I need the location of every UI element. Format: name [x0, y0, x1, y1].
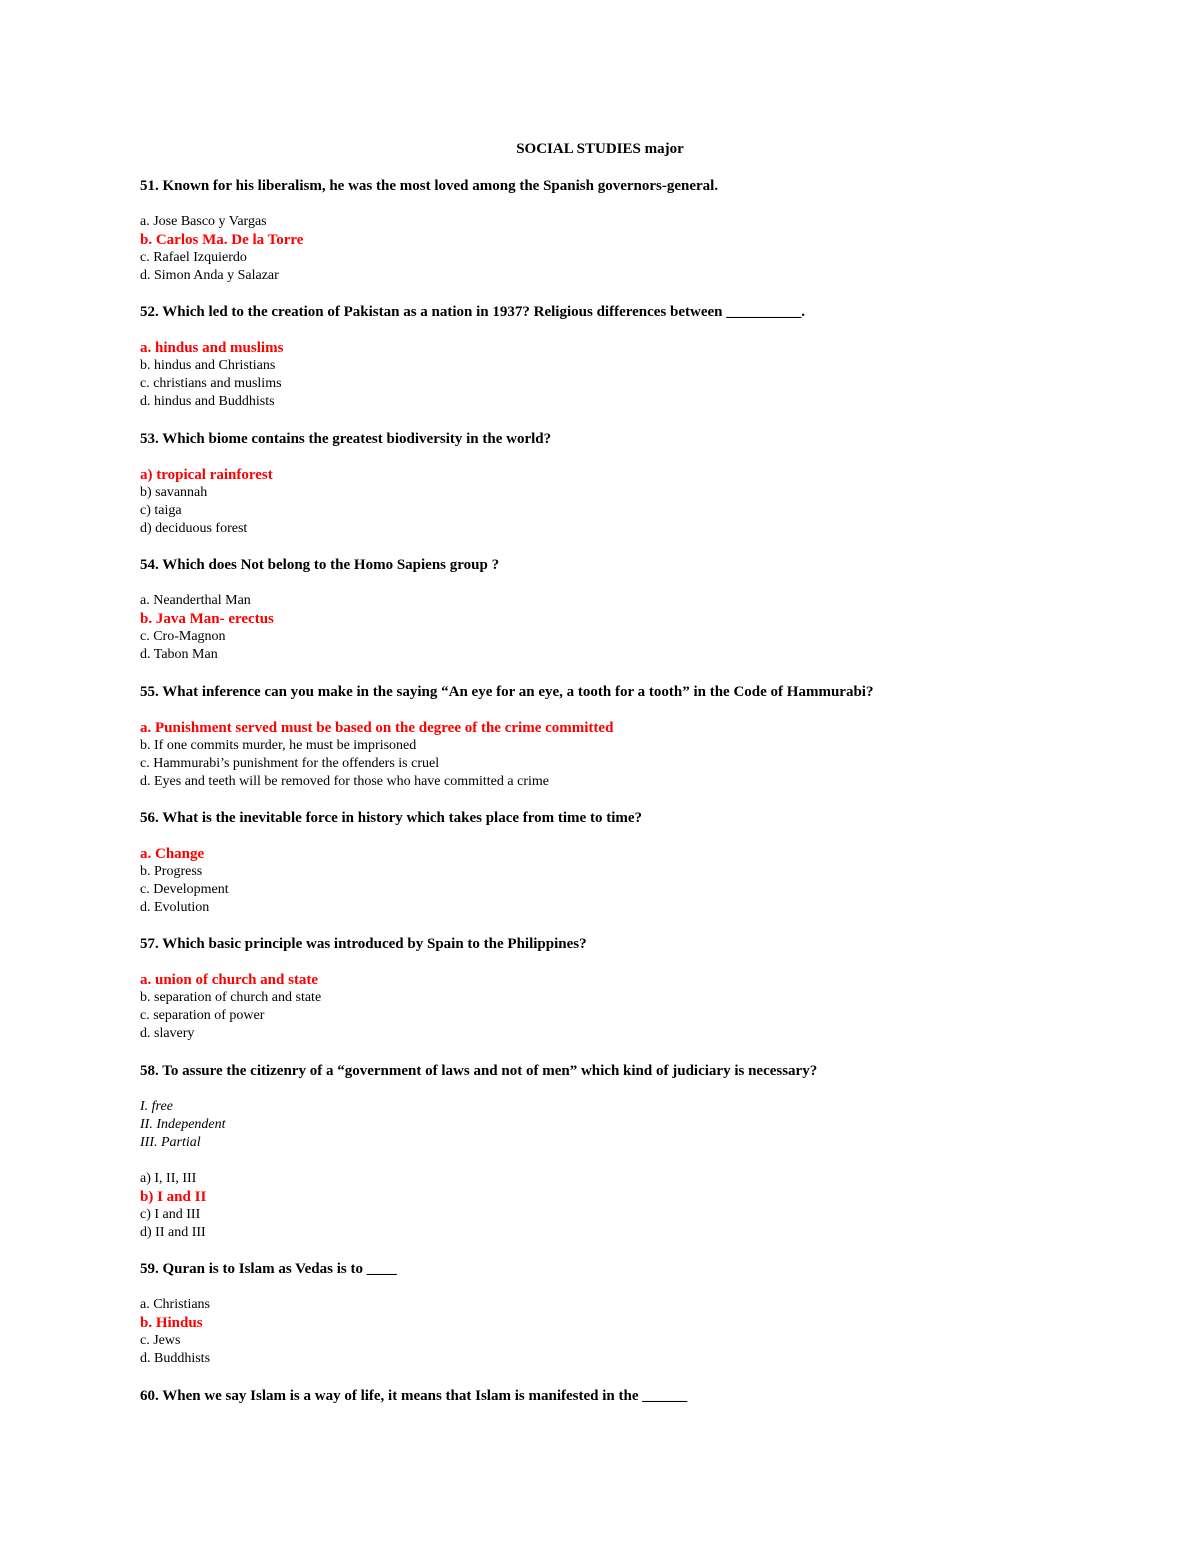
question-54 — [140, 556, 1080, 664]
page-title: SOCIAL STUDIES major — [516, 141, 684, 157]
option-b: b. separation of church and state — [140, 990, 322, 1005]
option-d: d. hindus and Buddhists — [140, 394, 275, 409]
roman-numeral-list — [140, 1098, 1080, 1152]
question-51 — [140, 177, 1080, 285]
question-text: 58. To assure the citizenry of a “government of laws and not of men” which kind of judiciary is necessary? — [140, 1063, 818, 1079]
numeral-item: I. free — [140, 1099, 173, 1114]
question-60 — [140, 1387, 1080, 1405]
option-d: d. Tabon Man — [140, 647, 218, 662]
options-list — [140, 971, 1080, 1043]
option-a-correct: a. union of church and state — [140, 972, 319, 988]
question-52 — [140, 303, 1080, 411]
question-text: 56. What is the inevitable force in history which takes place from time to time? — [140, 810, 643, 826]
question-text: 57. Which basic principle was introduced by Spain to the Philippines? — [140, 936, 587, 952]
option-a: a. Christians — [140, 1297, 210, 1312]
option-d: d. slavery — [140, 1026, 195, 1041]
question-57 — [140, 935, 1080, 1043]
question-text: 59. Quran is to Islam as Vedas is to ____ — [140, 1261, 397, 1277]
question-59 — [140, 1260, 1080, 1368]
option-a: a. Jose Basco y Vargas — [140, 214, 267, 229]
option-c: c. separation of power — [140, 1008, 265, 1023]
option-c: c. Jews — [140, 1333, 181, 1348]
option-a: a. Neanderthal Man — [140, 593, 251, 608]
option-a: a) I, II, III — [140, 1171, 197, 1186]
option-c: c) I and III — [140, 1207, 201, 1222]
question-text: 60. When we say Islam is a way of life, it means that Islam is manifested in the ______ — [140, 1388, 688, 1404]
option-d: d) II and III — [140, 1225, 206, 1240]
option-c: c. Hammurabi’s punishment for the offenders is cruel — [140, 756, 440, 771]
options-list — [140, 845, 1080, 917]
option-b-correct: b. Hindus — [140, 1315, 203, 1331]
option-b-correct: b. Carlos Ma. De la Torre — [140, 232, 304, 248]
options-list — [140, 592, 1080, 664]
question-53 — [140, 430, 1080, 538]
option-c: c. Rafael Izquierdo — [140, 250, 247, 265]
option-c: c) taiga — [140, 503, 182, 518]
numeral-item: III. Partial — [140, 1135, 201, 1150]
option-c: c. christians and muslims — [140, 376, 282, 391]
option-a-correct: a. Punishment served must be based on the degree of the crime committed — [140, 720, 614, 736]
options-list — [140, 466, 1080, 538]
option-b: b) savannah — [140, 485, 208, 500]
question-text: 55. What inference can you make in the saying “An eye for an eye, a tooth for a tooth” in the Code of Hammurabi? — [140, 684, 874, 700]
option-d: d. Buddhists — [140, 1351, 211, 1366]
option-d: d) deciduous forest — [140, 521, 248, 536]
question-55 — [140, 683, 1080, 791]
option-b-correct: b) I and II — [140, 1189, 207, 1205]
option-d: d. Eyes and teeth will be removed for those who have committed a crime — [140, 774, 549, 789]
options-list — [140, 213, 1080, 285]
question-text: 51. Known for his liberalism, he was the most loved among the Spanish governors-general. — [140, 178, 719, 194]
option-a-correct: a. hindus and muslims — [140, 340, 284, 356]
options-list — [140, 719, 1080, 791]
option-b: b. If one commits murder, he must be imprisoned — [140, 738, 417, 753]
option-d: d. Simon Anda y Salazar — [140, 268, 279, 283]
question-text: 53. Which biome contains the greatest biodiversity in the world? — [140, 431, 552, 447]
option-b: b. hindus and Christians — [140, 358, 276, 373]
option-d: d. Evolution — [140, 900, 210, 915]
question-56 — [140, 809, 1080, 917]
options-list — [140, 339, 1080, 411]
option-c: c. Development — [140, 882, 229, 897]
numeral-item: II. Independent — [140, 1117, 226, 1132]
option-b-correct: b. Java Man- erectus — [140, 611, 274, 627]
question-text: 54. Which does Not belong to the Homo Sapiens group ? — [140, 557, 500, 573]
question-58 — [140, 1062, 1080, 1242]
option-b: b. Progress — [140, 864, 203, 879]
option-a-correct: a) tropical rainforest — [140, 467, 273, 483]
option-c: c. Cro-Magnon — [140, 629, 226, 644]
question-text: 52. Which led to the creation of Pakistan as a nation in 1937? Religious differences between __________. — [140, 304, 805, 320]
options-list — [140, 1170, 1080, 1242]
option-a-correct: a. Change — [140, 846, 205, 862]
options-list — [140, 1296, 1080, 1368]
